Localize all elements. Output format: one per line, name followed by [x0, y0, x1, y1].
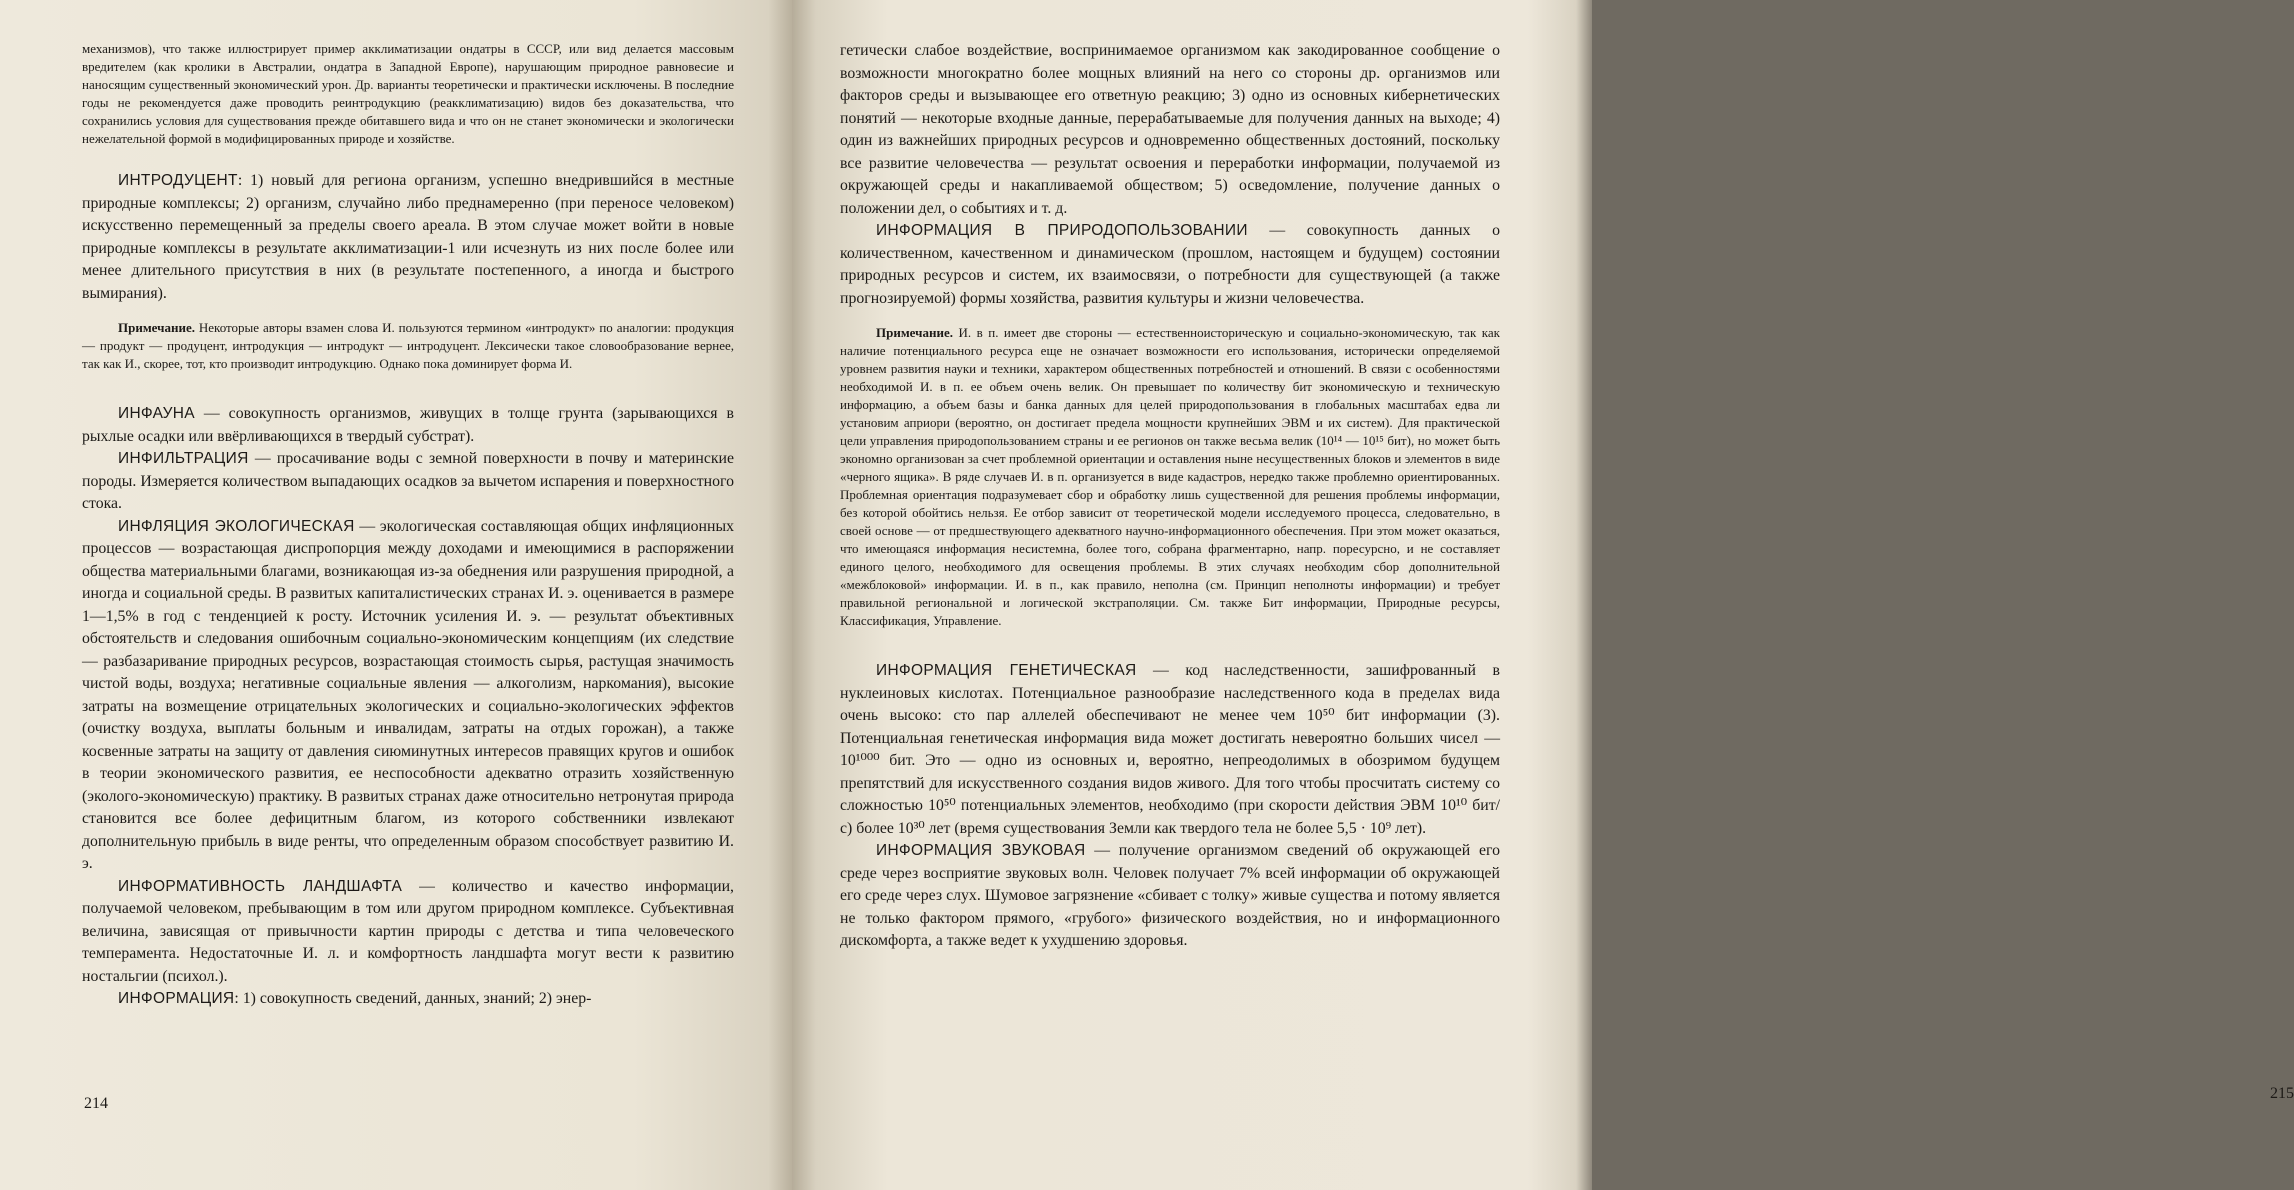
entry-term: ИНФОРМАЦИЯ ЗВУКОВАЯ: [876, 842, 1086, 859]
entry-text: : 1) совокупность сведений, данных, знаний; 2) энер-: [234, 990, 592, 1007]
entry-term: ИНФЛЯЦИЯ ЭКОЛОГИЧЕСКАЯ: [118, 517, 355, 535]
right-page-column: [840, 40, 1500, 1080]
entry-term: ИНФОРМАЦИЯ ГЕНЕТИЧЕСКАЯ: [876, 662, 1137, 679]
entry-info-genetic: [840, 660, 1500, 840]
entry-text: — код наследственности, зашифрованный в нуклеиновых кислотах. Потенциальное разнообразие наследственного кода в пределах вида очень высоко: сто пар аллелей обеспечивают не менее чем 10⁵⁰ бит информации (3). Потенциальная генетическая информация вида может достигать невероятно больших чисел — 10¹⁰⁰⁰ бит. Это — одно из основных и, вероятно, непреодолимых в обозримом будущем препятствий для искусственного создания видов живого. Для того чтобы просчитать систему со сложностью 10⁵⁰ потенциальных элементов, необходимо (при скорости действия ЭВМ 10¹⁰ бит/с) более 10³⁰ лет (время существования Земли как твердого тела не более 5,5 · 10⁹ лет).: [840, 662, 1500, 837]
note-label: Примечание.: [876, 325, 953, 340]
note-text: И. в п. имеет две стороны — естественноисторическую и социально-экономическую, так как наличие потенциального ресурса еще не означает возможности его использования, исторически определяемой уровнем развития науки и техники, характером общественных потребностей и отношений. В связи с особенностями необходимой И. в п. ее объем очень велик. Он превышает по количеству бит экономическую и техническую информацию, а объем базы и банка данных для целей природопользования в глобальных масштабах едва ли установим априори (вероятно, он достигает предела мощности крупнейших ЭВМ и их систем). Для практической цели управления природопользованием страны и ее регионов он также весьма велик (10¹⁴ — 10¹⁵ бит), но может быть экономно организован за счет проблемной ориентации и оставления ныне несущественных блоков и элементов в виде «черного ящика». В ряде случаев И. в п. организуется в виде кадастров, нередко также проблемно ориентированных. Проблемная ориентация подразумевает сбор и обработку лишь существенной для решения проблемы информации, без которой обойтись нельзя. Ее отбор зависит от теоретической модели исследуемого процесса, следовательно, в своей основе — от предшествующего адекватного научно-информационного обеспечения. При этом может оказаться, что имеющаяся информация несистемна, более того, собрана фрагментарно, напр. поресурсно, и не составляет единого целого, необходимого для освещения проблемы. В этих случаях необходим сбор дополнительной «межблоковой» информации. И. в п., как правило, неполна (см. Принцип неполноты информации) и требует правильной региональной и логической экстраполяции. См. также Бит информации, Природные ресурсы, Классификация, Управление.: [840, 325, 1500, 628]
entry-introducent: [82, 170, 734, 305]
right-page: [792, 0, 2294, 1190]
entry-information: [82, 988, 734, 1011]
entry-term: ИНФАУНА: [118, 405, 195, 422]
entry-info-nature-use: [840, 220, 1500, 310]
entry-term: ИНТРОДУЦЕНТ: [118, 172, 238, 189]
page-number-right: 215: [2270, 1085, 2294, 1102]
entry-note: [82, 319, 734, 373]
entry-note: [840, 324, 1500, 630]
entry-text: — получение организмом сведений об окружающей его среде через восприятие звуковых волн. Человек получает 7% всей информации об окружающей его среде через слух. Шумовое загрязнение «сбивает с толку» живые существа и потому является не только фактором прямого, «грубого» физического воздействия, но и информационного дискомфорта, а также ведет к ухудшению здоровья.: [840, 842, 1500, 949]
note-text: Некоторые авторы взамен слова И. пользуются термином «интродукт» по аналогии: продукция — продукт — продуцент, интродукция — интродукт — интродуцент. Лексически такое словообразование вернее, так как И., скорее, тот, кто производит интродукцию. Однако пока доминирует форма И.: [82, 320, 734, 371]
entry-term: ИНФОРМАТИВНОСТЬ ЛАНДШАФТА: [118, 877, 403, 895]
entry-text: : 1) новый для региона организм, успешно внедрившийся в местные природные комплексы; 2) организм, случайно либо преднамеренно (при переносе человеком) искусственно перемещенный за пределы своего ареала. В этом случае может войти в новые природные комплексы в результате акклиматизации-1 или исчезнуть из них после более или менее длительного присутствия в них (в результате постепенного, а иногда и быстрого вымирания).: [82, 172, 734, 302]
entry-text: — совокупность организмов, живущих в толще грунта (зарывающихся в рыхлые осадки или ввёрливающихся в твердый субстрат).: [82, 405, 734, 445]
left-page: [0, 0, 792, 1190]
continuation-paragraph: гетически слабое воздействие, воспринимаемое организмом как закодированное сообщение о возможности многократно более мощных влияний на него со стороны др. организмов или факторов среды и вызывающее его ответную реакцию; 3) одно из основных кибернетических понятий — некоторые входные данные, перерабатываемые для получения данных на выходе; 4) один из важнейших природных ресурсов и одновременно общественных достояний, поскольку все развитие человечества — результат освоения и переработки информации, получаемой из окружающей среды и накапливаемой обществом; 5) осведомление, получение данных о положении дел, о событиях и т. д.: [840, 42, 1500, 217]
entry-text: — совокупность данных о количественном, качественном и динамическом (прошлом, настоящем и будущем) состоянии природных ресурсов и систем, их взаимосвязи, о потребности для существующей (а также прогнозируемой) формы хозяйства, развития культуры и жизни человечества.: [840, 222, 1500, 307]
entry-term: ИНФОРМАЦИЯ В ПРИРОДОПОЛЬЗОВАНИИ: [876, 222, 1248, 239]
entry-infiltration: [82, 448, 734, 516]
entry-inflation: [82, 516, 734, 876]
intro-paragraph: механизмов), что также иллюстрирует пример акклиматизации ондатры в СССР, или вид делается массовым вредителем (как кролики в Австралии, ондатра в Западной Европе), нарушающим природное равновесие и наносящим существенный экономический урон. Др. варианты теоретически и практически исключены. В последние годы не рекомендуется даже проводить реинтродукцию (реакклиматизацию) видов без доказательства, что сохранились условия для существования прежде обитавшего вида и что он не станет экономически и экологически нежелательной формой в модифицированных природе и хозяйстве.: [82, 41, 734, 146]
page-number-left: 214: [84, 1095, 108, 1112]
note-label: Примечание.: [118, 320, 195, 335]
entry-informativeness: [82, 876, 734, 989]
entry-text: — количество и качество информации, получаемой человеком, пребывающим в том или другом природном комплексе. Субъективная величина, зависящая от привычности картин природы с детства и типа человеческого темперамента. Недостаточные И. л. и комфортность ландшафта могут вести к развитию ностальгии (психол.).: [82, 877, 734, 985]
entry-text: — просачивание воды с земной поверхности в почву и материнские породы. Измеряется количеством выпадающих осадков за вычетом испарения и поверхностного стока.: [82, 450, 734, 512]
entry-infauna: [82, 403, 734, 448]
entry-text: — экологическая составляющая общих инфляционных процессов — возрастающая диспропорция между доходами и имеющимися в распоряжении общества материальными благами, возникающая из-за обеднения или разрушения природной, а иногда и социальной среды. В развитых капиталистических странах И. э. оценивается в размере 1—1,5% в год с тенденцией к росту. Источник усиления И. э. — результат объективных обстоятельств и следования ошибочным социально-экономическим концепциям (их следствие — разбазаривание природных ресурсов, возрастающая стоимость сырья, растущая значимость чистой воды, воздуха; негативные социальные явления — алкоголизм, наркомания), высокие затраты на возмещение отрицательных экологических и социально-экологических эффектов (очистку воздуха, выплаты больным и инвалидам, затраты на отдых горожан), а также косвенные затраты на защиту от давления сиюминутных интересов правящих кругов и ошибок в теории экономического развития, ее неспособности адекватно отразить хозяйственную (эколого-экономическую) практику. В развитых странах даже относительно нетронутая природа становится все более дефицитным благом, из которого собственники извлекают дополнительную прибыль в виде ренты, что определенным образом способствует развитию И. э.: [82, 517, 734, 872]
entry-term: ИНФИЛЬТРАЦИЯ: [118, 450, 249, 467]
left-page-column: [82, 40, 734, 1090]
entry-info-sound: [840, 840, 1500, 953]
entry-term: ИНФОРМАЦИЯ: [118, 990, 235, 1007]
